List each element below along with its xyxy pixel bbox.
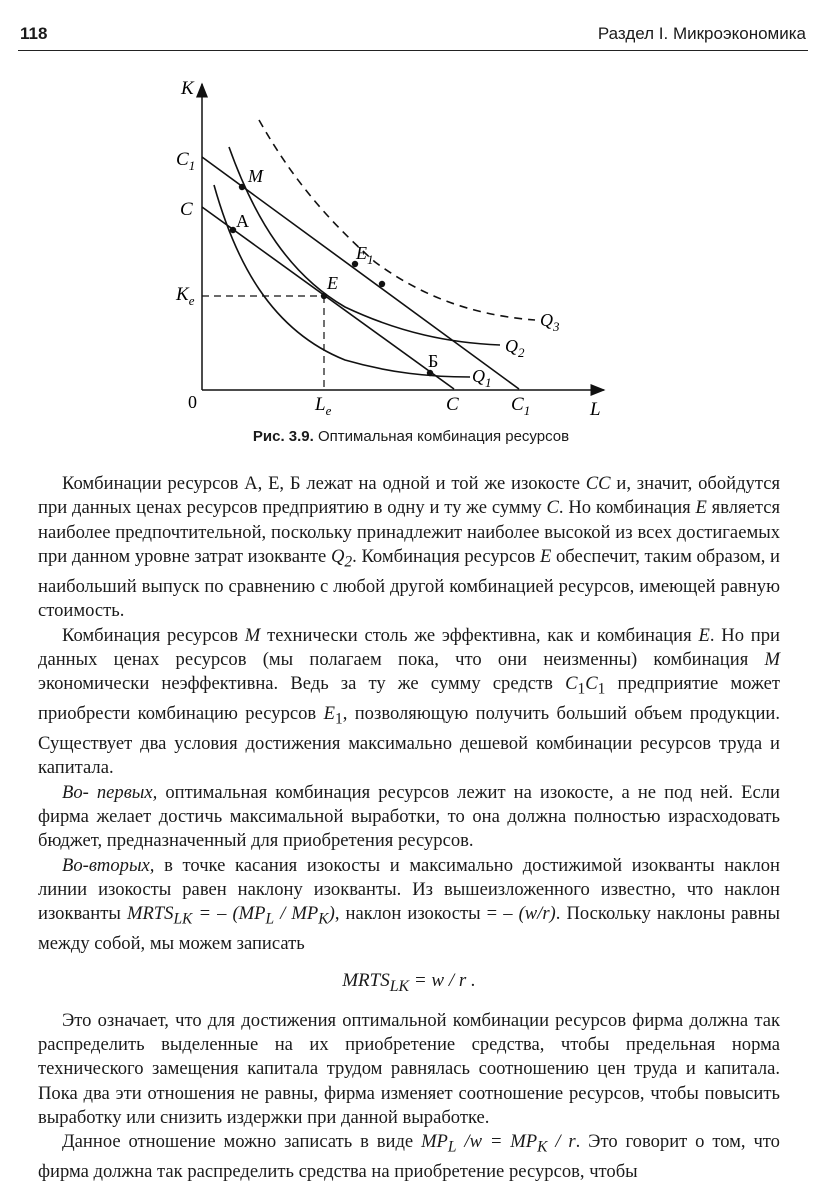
- label-a: A: [236, 211, 249, 231]
- subscript: L: [265, 910, 275, 928]
- isoquant-q1: [214, 185, 470, 377]
- label-q3: $Q_3$: [540, 310, 560, 334]
- paragraph-1: [38, 472, 780, 624]
- paragraph-6: [38, 1130, 780, 1184]
- text-run: / MP: [274, 903, 319, 925]
- text-run: Это означает, что для достижения оптимальной комбинации ресурсов фирма должна так распределить выделенные на их приобретение средства, чтобы предельная норма технического замещения капитала трудом равнялась соотношению цен труда и капитала. Пока два эти отношения не равны, фирма изменяет соотношение ресурсов, чтобы повысить выработку или снизить издержки при данной выработке.: [38, 1009, 780, 1128]
- subscript: L: [447, 1138, 457, 1156]
- subscript: K: [537, 1138, 548, 1156]
- isoquant-diagram: [0, 0, 822, 460]
- text-run: Q: [330, 545, 345, 567]
- subscript: 2: [344, 553, 353, 571]
- text-run: E: [539, 545, 552, 567]
- running-head: Раздел I. Микроэкономика: [597, 24, 806, 43]
- text-run: , позволяющую получить больший объем продукции. Существует два условия достижения максимально дешевой комбинации ресурсов труда и капитала.: [38, 703, 780, 779]
- text-run: . Это говорит о том, что фирма должна так распределить средства на приобретение ресурсов, чтобы: [38, 1131, 780, 1183]
- text-run: M: [764, 648, 780, 670]
- isocost-cc: [202, 207, 454, 389]
- label-b: Б: [428, 351, 439, 371]
- text-run: Во-вторых,: [62, 854, 155, 876]
- text-run: оптимальная комбинация ресурсов лежит на изокосте, а не под ней. Если фирма желает достичь максимальной выработки, то она должна полностью израсходовать бюджет, предназначенный для приобретения ресурсов.: [38, 781, 780, 852]
- y-label-c1: $C_1$: [176, 149, 196, 173]
- text-run: = w / r .: [409, 969, 476, 991]
- point-e: [321, 293, 327, 299]
- text-run: (w/r): [518, 903, 556, 925]
- text-run: предприятие может приобрести комбинацию ресурсов: [38, 673, 780, 725]
- x-label-le: $L_e$: [315, 394, 332, 418]
- label-m: M: [248, 166, 263, 186]
- body-text: [38, 472, 780, 1184]
- x-axis-label: L: [590, 399, 601, 420]
- text-run: CC: [585, 473, 611, 494]
- paragraph-5: [38, 1009, 780, 1130]
- subscript: LK: [389, 977, 410, 995]
- figure-3-9: [0, 0, 822, 460]
- paragraph-3: [38, 781, 780, 854]
- text-run: обеспечит, таким образом, и наибольший выпуск по сравнению с любой другой комбинацией ресурсов, имеющей равную стоимость.: [38, 545, 781, 622]
- text-run: , наклон изокосты = –: [334, 903, 519, 925]
- page-number: 118: [20, 24, 48, 43]
- subscript: K: [318, 910, 329, 928]
- figure-caption: [0, 428, 822, 445]
- isoquant-q3: [259, 120, 535, 320]
- label-e1: $E_1$: [356, 243, 374, 267]
- formula-mrts: [38, 969, 780, 999]
- caption-text: Оптимальная комбинация ресурсов: [313, 428, 570, 445]
- text-run: Данное отношение можно записать в виде: [62, 1131, 422, 1153]
- caption-label: Рис. 3.9.: [252, 428, 314, 445]
- paragraph-2: [38, 624, 780, 781]
- text-run: = – (MP: [192, 903, 266, 925]
- subscript: 1: [334, 710, 343, 728]
- point-m: [239, 184, 245, 190]
- text-run: и, значит, обойдутся при данных ценах ресурсов предприятию в одну и ту же сумму: [38, 473, 780, 519]
- text-run: C: [585, 673, 598, 695]
- text-run: E: [698, 624, 710, 646]
- text-run: является наиболее предпочтительной, поскольку принадлежит наиболее высокой из всех достигаемых при данном уровне затрат изокванте: [38, 497, 780, 567]
- text-run: технически столь же эффективна, как и комбинация: [260, 624, 699, 646]
- paragraph-4: [38, 854, 780, 957]
- label-q1: $Q_1$: [472, 366, 492, 390]
- text-run: . Комбинация ресурсов: [352, 545, 540, 567]
- text-run: C: [565, 673, 578, 695]
- text-run: C: [546, 497, 559, 519]
- text-run: E: [695, 497, 707, 519]
- subscript: LK: [173, 910, 193, 928]
- text-run: . Но при данных ценах ресурсов (мы полагаем пока, что они неизменны) комбинация: [38, 624, 780, 670]
- text-run: MRTS: [342, 969, 390, 991]
- text-run: / r: [547, 1131, 576, 1153]
- subscript: 1: [597, 680, 606, 698]
- x-label-c: C: [446, 394, 459, 415]
- text-run: Комбинации ресурсов А, Е, Б лежат на одной и той же изокосте: [62, 473, 586, 494]
- text-run: Комбинация ресурсов: [62, 624, 245, 646]
- y-axis-label: K: [181, 78, 194, 99]
- x-label-c1: $C_1$: [511, 394, 531, 418]
- text-run: E: [323, 703, 335, 725]
- subscript: 1: [577, 680, 586, 698]
- text-run: . Но комбинация: [558, 497, 696, 519]
- text-run: Во- первых,: [62, 781, 158, 803]
- text-run: /w = MP: [456, 1131, 538, 1153]
- y-label-c: C: [180, 199, 193, 220]
- y-label-ke: $K_e$: [176, 284, 195, 308]
- text-run: . Поскольку наклоны равны между собой, мы можем записать: [38, 903, 781, 955]
- label-q2: $Q_2$: [505, 336, 525, 360]
- text-run: ): [328, 903, 335, 925]
- text-run: экономически неэффективна. Ведь за ту же сумму средств: [38, 673, 566, 695]
- origin-label: 0: [188, 392, 197, 412]
- text-run: MP: [421, 1131, 448, 1153]
- label-e: E: [327, 273, 338, 293]
- point-e1b: [379, 281, 385, 287]
- text-run: в точке касания изокосты и максимально достижимой изокванты наклон линии изокосты равен наклону изокванты. Из вышеизложенного известно, что наклон изокванты: [38, 854, 780, 925]
- text-run: MRTS: [126, 903, 174, 925]
- text-run: M: [244, 624, 261, 646]
